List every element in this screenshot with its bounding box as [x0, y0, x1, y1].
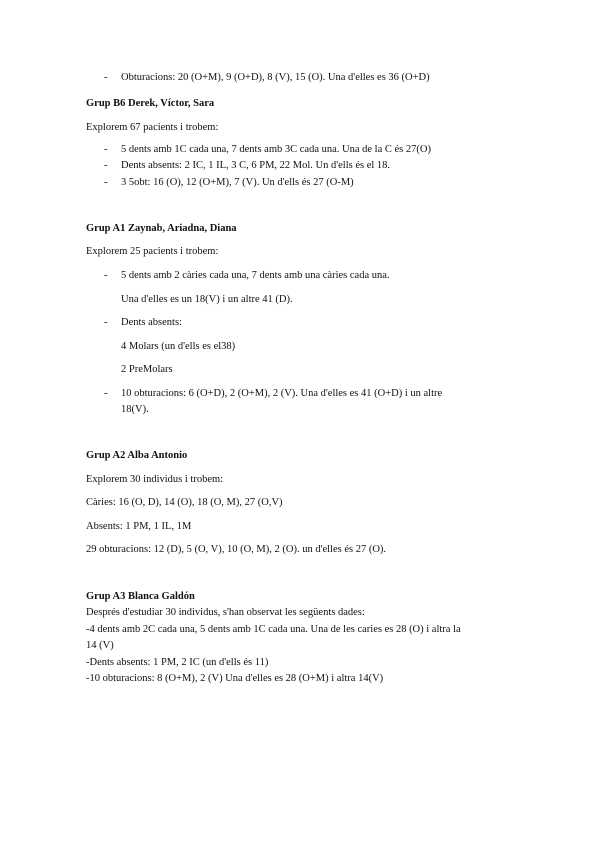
paragraph: 14 (V)	[86, 640, 114, 651]
bullet-dash: -	[104, 160, 108, 171]
group-heading: Grup A3 Blanca Galdón	[86, 591, 195, 602]
group-heading: Grup A2 Alba Antonio	[86, 450, 188, 461]
bullet-dash: -	[104, 177, 108, 188]
bullet-text: 3 5obt: 16 (O), 12 (O+M), 7 (V). Un d'ells és 27 (O-M)	[121, 177, 354, 188]
group-heading: Grup B6 Derek, Víctor, Sara	[86, 98, 215, 109]
bullet-dash: -	[104, 317, 108, 328]
paragraph: Càries: 16 (O, D), 14 (O), 18 (O, M), 27 (O,V)	[86, 497, 283, 508]
bullet-dash: -	[104, 388, 108, 399]
paragraph: Explorem 25 pacients i trobem:	[86, 246, 219, 257]
bullet-dash: -	[104, 144, 108, 155]
paragraph: Absents: 1 PM, 1 IL, 1M	[86, 521, 192, 532]
paragraph: -Dents absents: 1 PM, 2 IC (un d'ells és 11)	[86, 657, 269, 668]
bullet-continuation: Una d'elles es un 18(V) i un altre 41 (D).	[121, 294, 293, 305]
bullet-subitem: 4 Molars (un d'ells es el38)	[121, 341, 236, 352]
bullet-text: 10 obturacions: 6 (O+D), 2 (O+M), 2 (V). Una d'elles es 41 (O+D) i un altre	[121, 388, 443, 399]
bullet-text: 5 dents amb 1C cada una, 7 dents amb 3C cada una. Una de la C és 27(O)	[121, 144, 431, 155]
bullet-text: Dents absents: 2 IC, 1 IL, 3 C, 6 PM, 22 Mol. Un d'ells és el 18.	[121, 160, 391, 171]
bullet-dash: -	[104, 72, 108, 83]
bullet-dash: -	[104, 270, 108, 281]
paragraph: -4 dents amb 2C cada una, 5 dents amb 1C cada una. Una de les caries es 28 (O) i altra la	[86, 624, 461, 635]
bullet-text: Dents absents:	[121, 317, 182, 328]
paragraph: Explorem 67 pacients i trobem:	[86, 122, 219, 133]
bullet-continuation: 18(V).	[121, 404, 149, 415]
bullet-subitem: 2 PreMolars	[121, 364, 173, 375]
paragraph: -10 obturacions: 8 (O+M), 2 (V) Una d'elles es 28 (O+M) i altra 14(V)	[86, 673, 384, 684]
group-heading: Grup A1 Zaynab, Ariadna, Diana	[86, 223, 237, 234]
paragraph: 29 obturacions: 12 (D), 5 (O, V), 10 (O, M), 2 (O). un d'elles és 27 (O).	[86, 544, 387, 555]
paragraph: Explorem 30 individus i trobem:	[86, 474, 224, 485]
bullet-text: 5 dents amb 2 càries cada una, 7 dents amb una càries cada una.	[121, 270, 390, 281]
bullet-text: Obturacions: 20 (O+M), 9 (O+D), 8 (V), 15 (O). Una d'elles es 36 (O+D)	[121, 72, 430, 83]
paragraph: Després d'estudiar 30 individus, s'han observat les següents dades:	[86, 607, 365, 618]
